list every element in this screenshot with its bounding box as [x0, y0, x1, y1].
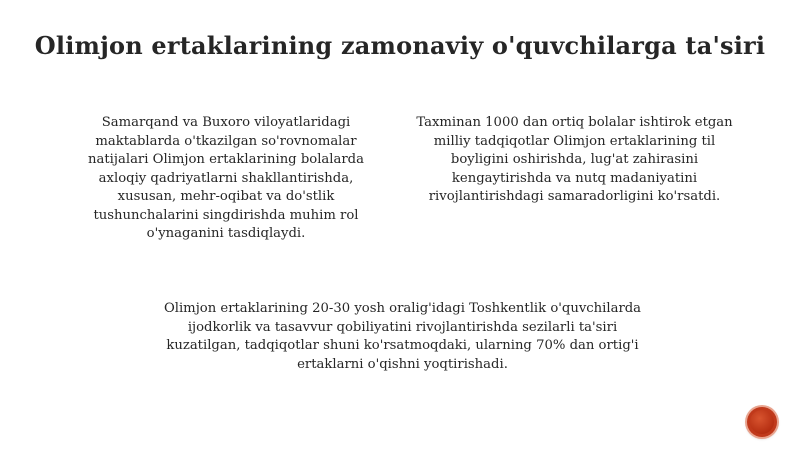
left-text-line: natijalari Olimjon ertaklarining bolalarda [88, 152, 364, 167]
bottom-text-line: ijodkorlik va tasavvur qobiliyatini rivojlantirishda sezilarli ta'siri [187, 319, 618, 335]
bottom-text-line: Olimjon ertaklarining 20-30 yosh oralig'idagi Toshkentlik o'quvchilarda [163, 301, 642, 316]
right-text-line: rivojlantirishdagi samaradorligini ko'rsatdi. [428, 189, 721, 204]
left-text-line: xususan, mehr-oqibat va do'stlik [117, 189, 335, 204]
circle-nav-icon [750, 410, 774, 434]
right-text-line: Taxminan 1000 dan ortiq bolalar ishtirok etgan [416, 115, 733, 130]
left-text-line: Samarqand va Buxoro viloyatlaridagi [101, 115, 351, 130]
right-text-block [402, 114, 747, 207]
left-text-line: maktablarda o'tkazilgan so'rovnomalar [95, 133, 357, 149]
right-text-line: milliy tadqiqotlar Olimjon ertaklarining til [433, 133, 716, 149]
left-text-line: tushunchalarini singdirishda muhim rol [93, 207, 359, 223]
slide-title: Olimjon ertaklarining zamonaviy o'quvchilarga ta'siri [34, 31, 766, 60]
left-text-line: o'ynaganini tasdiqlaydi. [146, 226, 306, 241]
next-slide-button[interactable] [747, 407, 777, 437]
right-text-line: kengaytirishda va nutq madaniyatini [451, 170, 698, 186]
left-text-block [60, 114, 392, 244]
bottom-text-line: kuzatilgan, tadqiqotlar shuni ko'rsatmoqdaki, ularning 70% dan ortig'i [166, 338, 639, 353]
bottom-text-block [130, 300, 675, 374]
bottom-text-line: ertaklarni o'qishni yoqtirishadi. [297, 356, 508, 372]
left-text-line: axloqiy qadriyatlarni shakllantirishda, [98, 170, 354, 186]
right-text-line: boyligini oshirishda, lug'at zahirasini [450, 152, 699, 167]
